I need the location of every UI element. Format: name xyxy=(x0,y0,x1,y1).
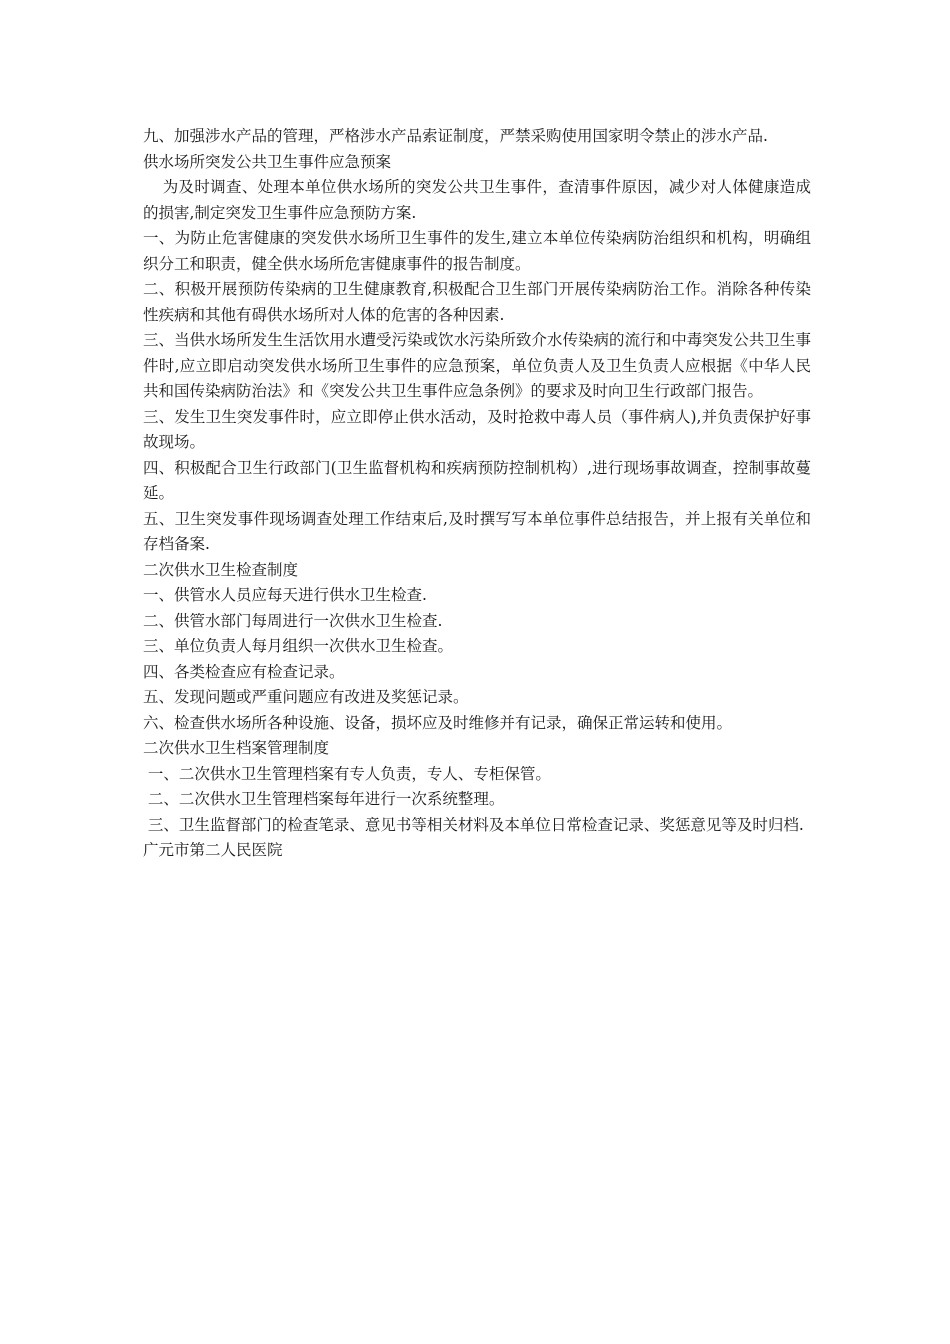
inspection-item-2: 二、供管水部门每周进行一次供水卫生检查. xyxy=(143,611,443,630)
inspection-item-3: 三、单位负责人每月组织一次供水卫生检查。 xyxy=(143,637,454,655)
archive-item-1: 一、二次供水卫生管理档案有专人负责，专人、专柜保管。 xyxy=(147,764,551,783)
inspection-item-6: 六、检查供水场所各种设施、设备，损坏应及时维修并有记录，确保正常运转和使用。 xyxy=(143,713,733,732)
item-nine-paragraph: 九、加强涉水产品的管理，严格涉水产品索证制度，严禁采购使用国家明令禁止的涉水产品. xyxy=(143,127,768,145)
section-heading-emergency-plan: 供水场所突发公共卫生事件应急预案 xyxy=(143,152,392,171)
organization-signature: 广元市第二人民医院 xyxy=(143,841,283,859)
plan-item-5: 五、卫生突发事件现场调查处理工作结束后,及时撰写写本单位事件总结报告，并上报有关单位和存档备案. xyxy=(143,509,811,553)
plan-item-1: 一、为防止危害健康的突发供水场所卫生事件的发生,建立本单位传染病防治组织和机构，明确组织分工和职责，健全供水场所危害健康事件的报告制度。 xyxy=(143,229,811,273)
plan-item-3b: 三、发生卫生突发事件时，应立即停止供水活动，及时抢救中毒人员（事件病人),并负责保护好事故现场。 xyxy=(143,407,811,451)
archive-item-2: 二、二次供水卫生管理档案每年进行一次系统整理。 xyxy=(147,790,505,808)
section-heading-inspection: 二次供水卫生检查制度 xyxy=(143,560,299,579)
inspection-item-1: 一、供管水人员应每天进行供水卫生检查. xyxy=(143,586,427,604)
plan-item-2: 二、积极开展预防传染病的卫生健康教育,积极配合卫生部门开展传染病防治工作。消除各种传染性疾病和其他有碍供水场所对人体的危害的各种因素. xyxy=(143,280,811,324)
plan-item-3: 三、当供水场所发生生活饮用水遭受污染或饮水污染所致介水传染病的流行和中毒突发公共卫生事件时,应立即启动突发供水场所卫生事件的应急预案，单位负责人及卫生负责人应根据《中华人民共和国传染病防治法》和《突发公共卫生事件应急条例》的要求及时向卫生行政部门报告。 xyxy=(143,331,811,400)
inspection-item-5: 五、发现问题或严重问题应有改进及奖惩记录。 xyxy=(143,688,469,706)
archive-item-3: 三、卫生监督部门的检查笔录、意见书等相关材料及本单位日常检查记录、奖惩意见等及时归档. xyxy=(147,815,804,834)
plan-item-4: 四、积极配合卫生行政部门(卫生监督机构和疾病预防控制机构）,进行现场事故调查，控制事故蔓延。 xyxy=(143,458,811,502)
inspection-item-4: 四、各类检查应有检查记录。 xyxy=(143,662,345,681)
section-heading-archive: 二次供水卫生档案管理制度 xyxy=(143,739,330,757)
document-body xyxy=(143,124,811,864)
intro-paragraph: 为及时调查、处理本单位供水场所的突发公共卫生事件，查清事件原因，减少对人体健康造成的损害,制定突发卫生事件应急预防方案. xyxy=(143,178,811,222)
